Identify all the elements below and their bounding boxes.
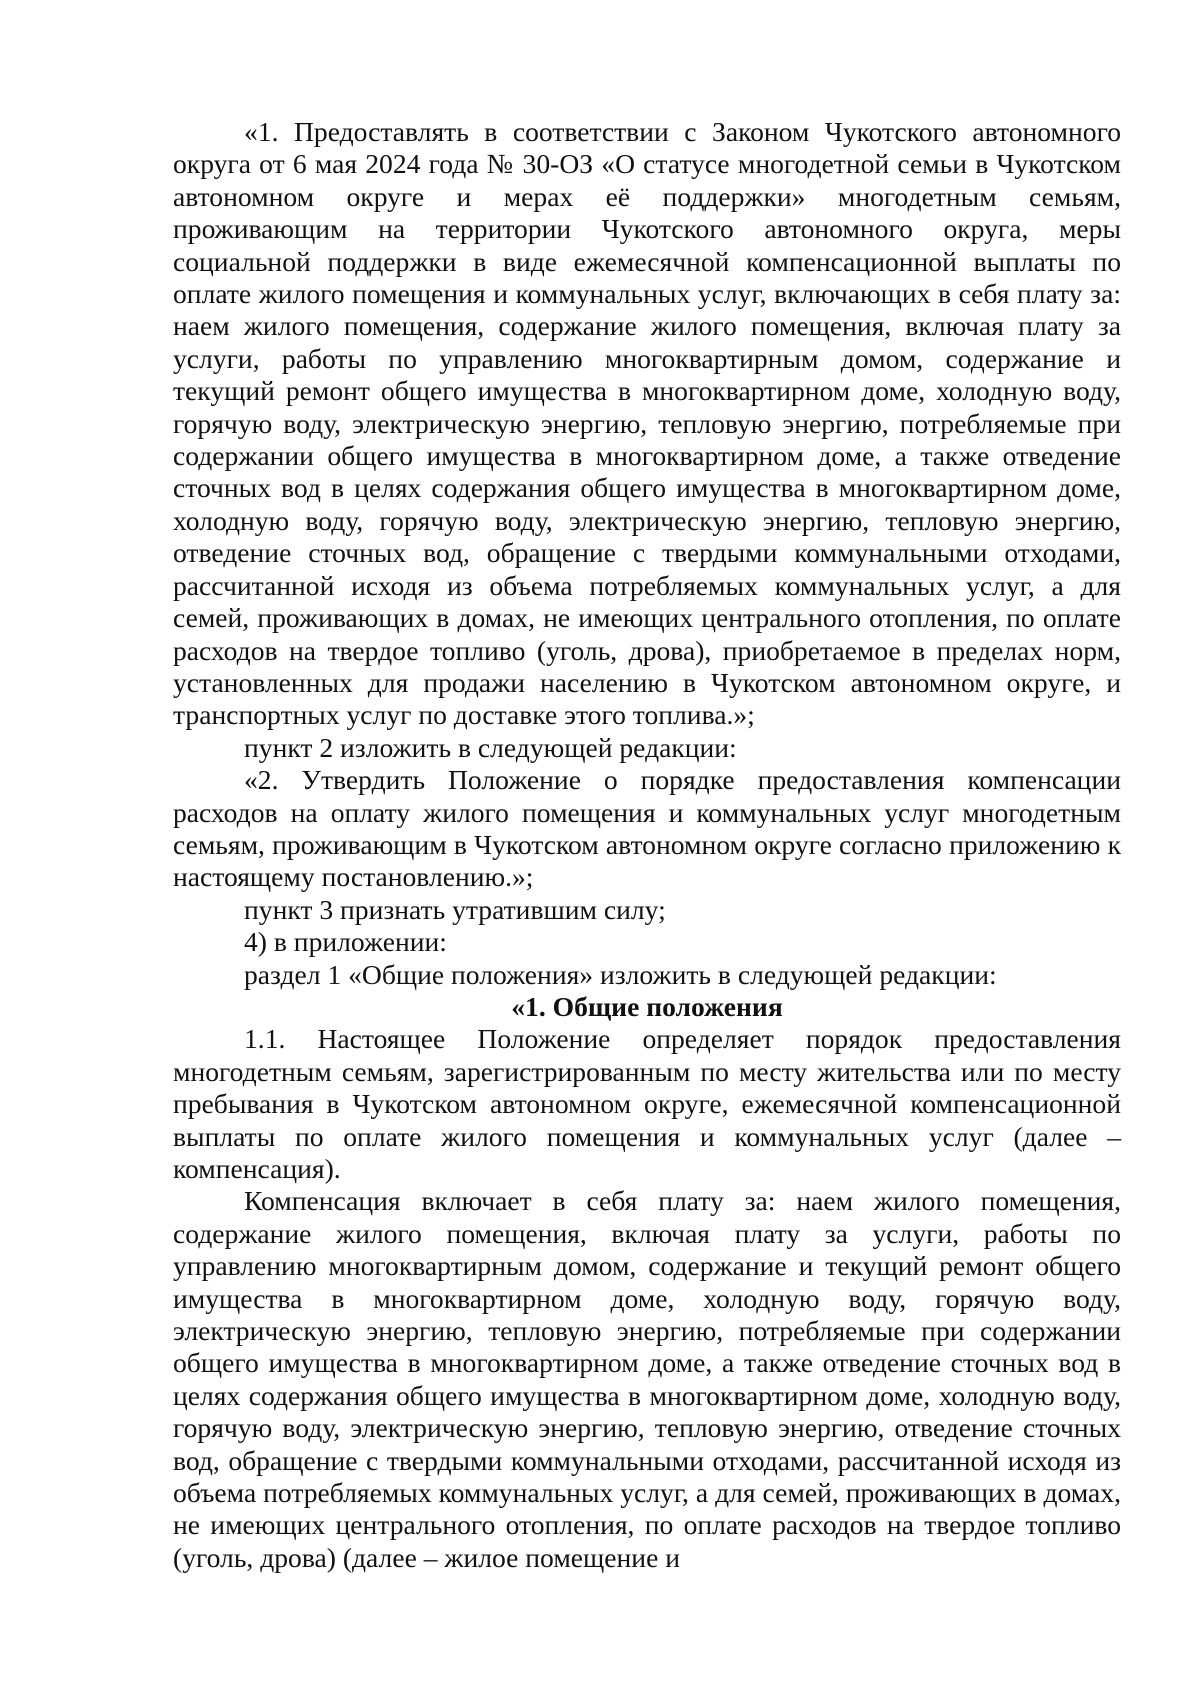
paragraph-1-1: 1.1. Настоящее Положение определяет порядок предоставления многодетным семьям, зарегистрированным по месту жительства или по месту пребывания в Чукотском автономном округе, ежемесячной компенсационной выплаты по оплате жилого помещения и коммунальных услуг (далее – компенсация). [173,1023,1121,1184]
paragraph-point-3: пункт 3 признать утратившим силу; [244,893,666,925]
paragraph-point-1: «1. Предоставлять в соответствии с Законом Чукотского автономного округа от 6 мая 2024 года № 30-ОЗ «О статусе многодетной семьи в Чукотском автономном округе и мерах её поддержки» многодетным семьям, проживающим на территории Чукотского автономного округа, меры социальной поддержки в виде ежемесячной компенсационной выплаты по оплате жилого помещения и коммунальных услуг, включающих в себя плату за: наем жилого помещения, содержание жилого помещения, включая плату за услуги, работы по управлению многоквартирным домом, содержание и текущий ремонт общего имущества в многоквартирном доме, холодную воду, горячую воду, электрическую энергию, тепловую энергию, потребляемые при содержании общего имущества в многоквартирном доме, а также отведение сточных вод в целях содержания общего имущества в многоквартирном доме, холодную воду, горячую воду, электрическую энергию, тепловую энергию, отведение сточных вод, обращение с твердыми коммунальными отходами, рассчитанной исходя из объема потребляемых коммунальных услуг, а для семей, проживающих в домах, не имеющих центрального отопления, по оплате расходов на твердое топливо (уголь, дрова), приобретаемое в пределах норм, установленных для продажи населению в Чукотском автономном округе, и транспортных услуг по доставке этого топлива.»; [173,116,1121,731]
paragraph-compensation: Компенсация включает в себя плату за: наем жилого помещения, содержание жилого помещения, включая плату за услуги, работы по управлению многоквартирным домом, содержание и текущий ремонт общего имущества в многоквартирном доме, холодную воду, горячую воду, электрическую энергию, тепловую энергию, потребляемые при содержании общего имущества в многоквартирном доме, а также отведение сточных вод в целях содержания общего имущества в многоквартирном доме, холодную воду, горячую воду, электрическую энергию, тепловую энергию, отведение сточных вод, обращение с твердыми коммунальными отходами, рассчитанной исходя из объема потребляемых коммунальных услуг, а для семей, проживающих в домах, не имеющих центрального отопления, по оплате расходов на твердое топливо (уголь, дрова) (далее – жилое помещение и [173,1185,1121,1573]
document-page [173,116,1121,1574]
paragraph-appendix: 4) в приложении: [244,926,447,958]
paragraph-section-1-instruction: раздел 1 «Общие положения» изложить в следующей редакции: [244,958,997,990]
section-heading: «1. Общие положения [511,990,783,1022]
paragraph-point-2: «2. Утвердить Положение о порядке предоставления компенсации расходов на оплату жилого помещения и коммунальных услуг многодетным семьям, проживающим в Чукотском автономном округе согласно приложению к настоящему постановлению.»; [173,764,1121,893]
paragraph-point-2-instruction: пункт 2 изложить в следующей редакции: [244,731,737,763]
